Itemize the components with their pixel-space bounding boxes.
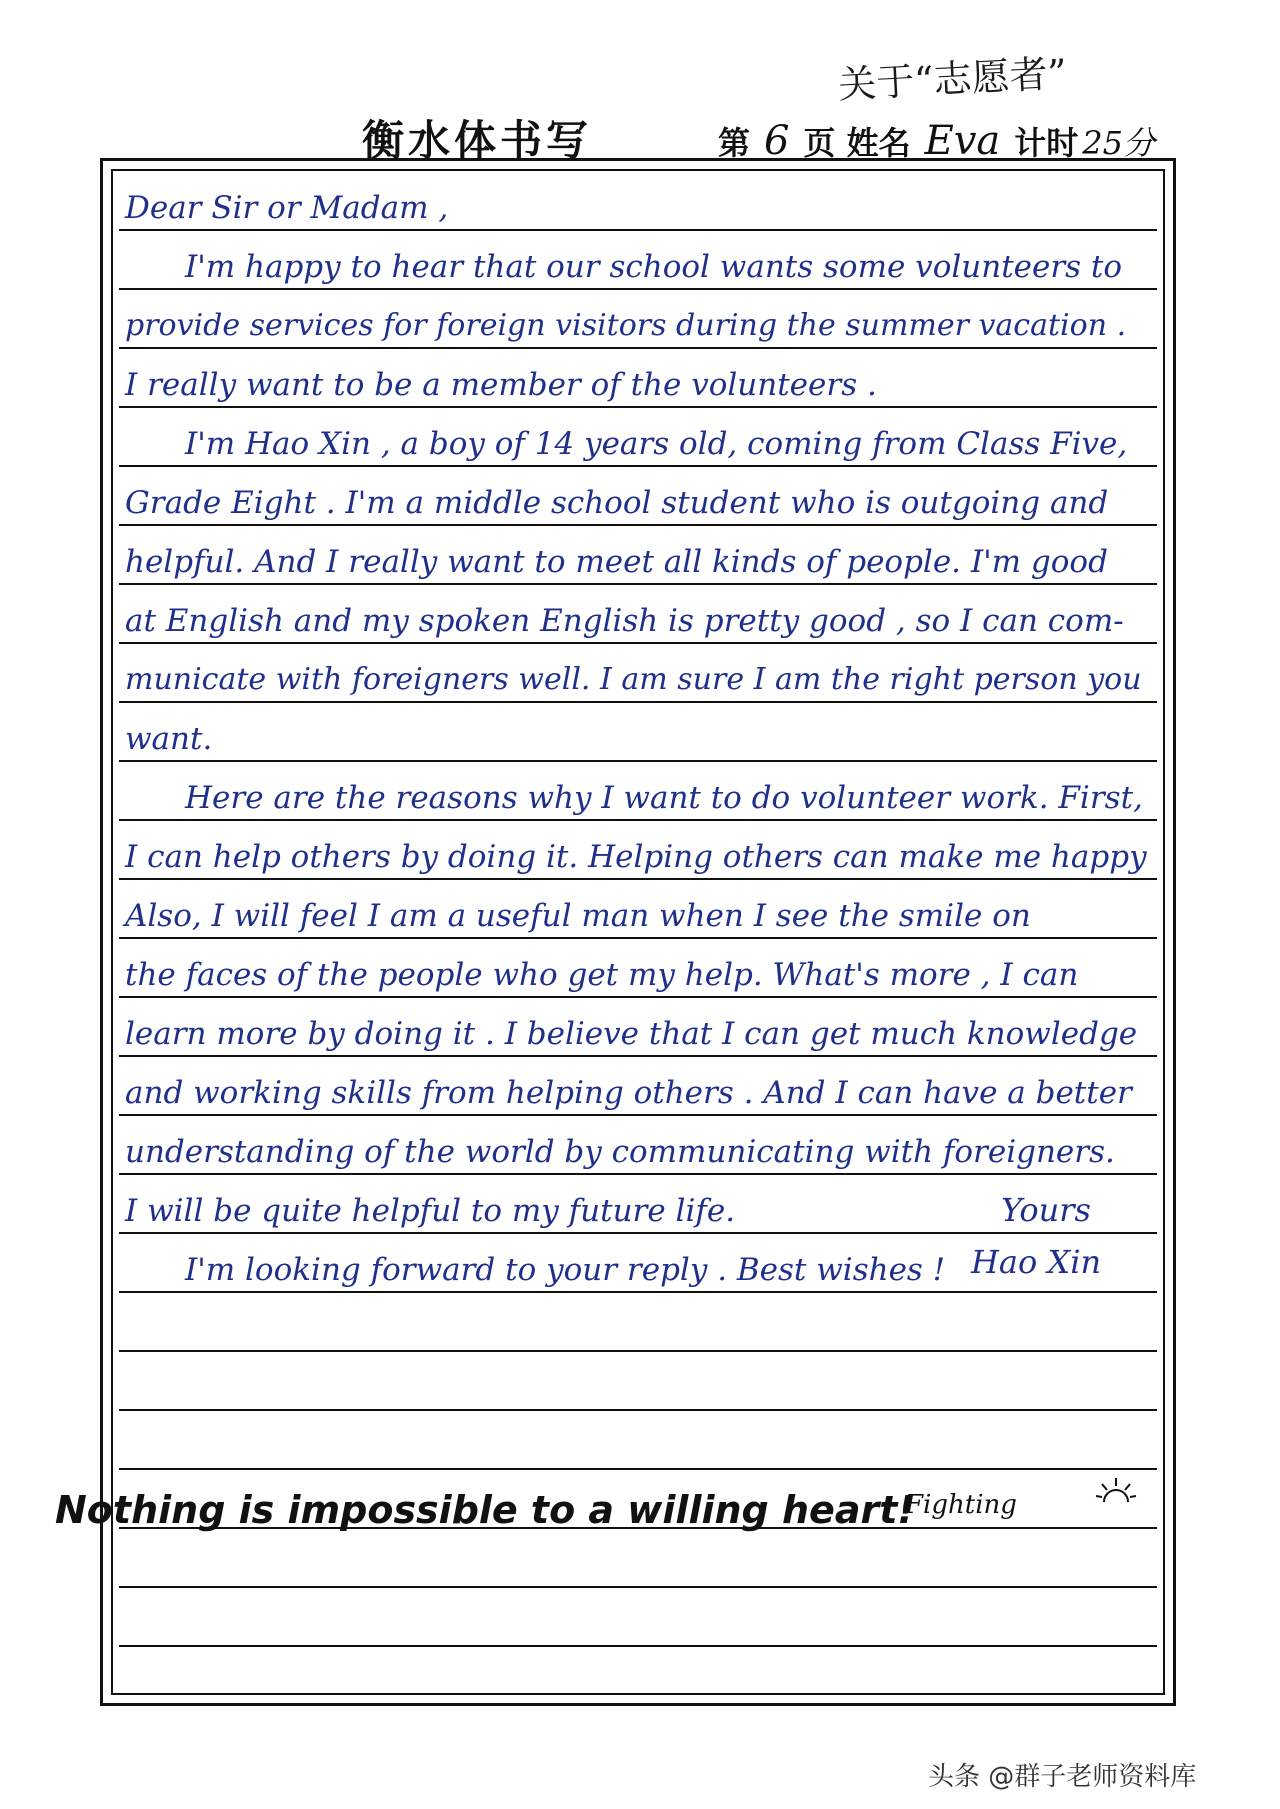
- letter-line: I really want to be a member of the volunteers .: [125, 367, 877, 403]
- sun-icon: [1094, 1474, 1138, 1510]
- fighting-doodle: Fighting: [905, 1490, 1017, 1520]
- letter-line: learn more by doing it . I believe that I can get much knowledge: [125, 1016, 1138, 1052]
- ruled-line: [119, 1350, 1157, 1352]
- letter-line: I'm looking forward to your reply . Best wishes !: [185, 1252, 946, 1288]
- letter-line: understanding of the world by communicating with foreigners.: [125, 1134, 1115, 1170]
- page-title: 衡水体书写: [362, 116, 593, 165]
- ruled-line: [119, 1468, 1157, 1470]
- letter-line: helpful. And I really want to meet all kinds of people. I'm good: [125, 544, 1108, 580]
- letter-line: Also, I will feel I am a useful man when I see the smile on: [125, 898, 1031, 934]
- letter-line: the faces of the people who get my help. What's more , I can: [125, 957, 1079, 993]
- letter-line: and working skills from helping others . And I can have a better: [125, 1075, 1132, 1111]
- letter-line: provide services for foreign visitors during the summer vacation .: [125, 308, 1127, 343]
- letter-line: Dear Sir or Madam ,: [125, 190, 449, 226]
- letter-line: Grade Eight . I'm a middle school student who is outgoing and: [125, 485, 1109, 521]
- page-suffix: 页 姓名: [803, 124, 911, 162]
- letter-line: I'm Hao Xin , a boy of 14 years old, coming from Class Five,: [185, 426, 1128, 462]
- ruled-line: [119, 1409, 1157, 1411]
- signature: Hao Xin: [971, 1243, 1102, 1281]
- motto: Nothing is impossible to a willing heart!: [55, 1488, 915, 1532]
- letter-line: I will be quite helpful to my future life.: [125, 1193, 736, 1229]
- letter-line: I can help others by doing it. Helping others can make me happy: [125, 839, 1147, 875]
- topic-note: 关于“志愿者”: [837, 51, 1069, 107]
- letter-line: want.: [125, 721, 213, 757]
- timer-value: 25分: [1082, 124, 1156, 162]
- page-prefix: 第: [718, 124, 751, 162]
- timer-label: 计时: [1014, 124, 1079, 162]
- ruled-line: [119, 1645, 1157, 1647]
- ruled-line: [119, 1586, 1157, 1588]
- watermark: 头条 @群子老师资料库: [928, 1762, 1197, 1792]
- letter-line: at English and my spoken English is pretty good , so I can com-: [125, 603, 1124, 639]
- letter-line: I'm happy to hear that our school wants some volunteers to: [185, 249, 1123, 285]
- letter-line: municate with foreigners well. I am sure I am the right person you: [125, 662, 1142, 697]
- writing-sheet: [100, 158, 1176, 1706]
- student-name: Eva: [924, 118, 1001, 164]
- sheet-inner-border: [111, 169, 1165, 1695]
- page-number: 6: [764, 118, 790, 164]
- closing-yours: Yours: [1001, 1191, 1091, 1229]
- letter-line: Here are the reasons why I want to do volunteer work. First,: [185, 780, 1143, 816]
